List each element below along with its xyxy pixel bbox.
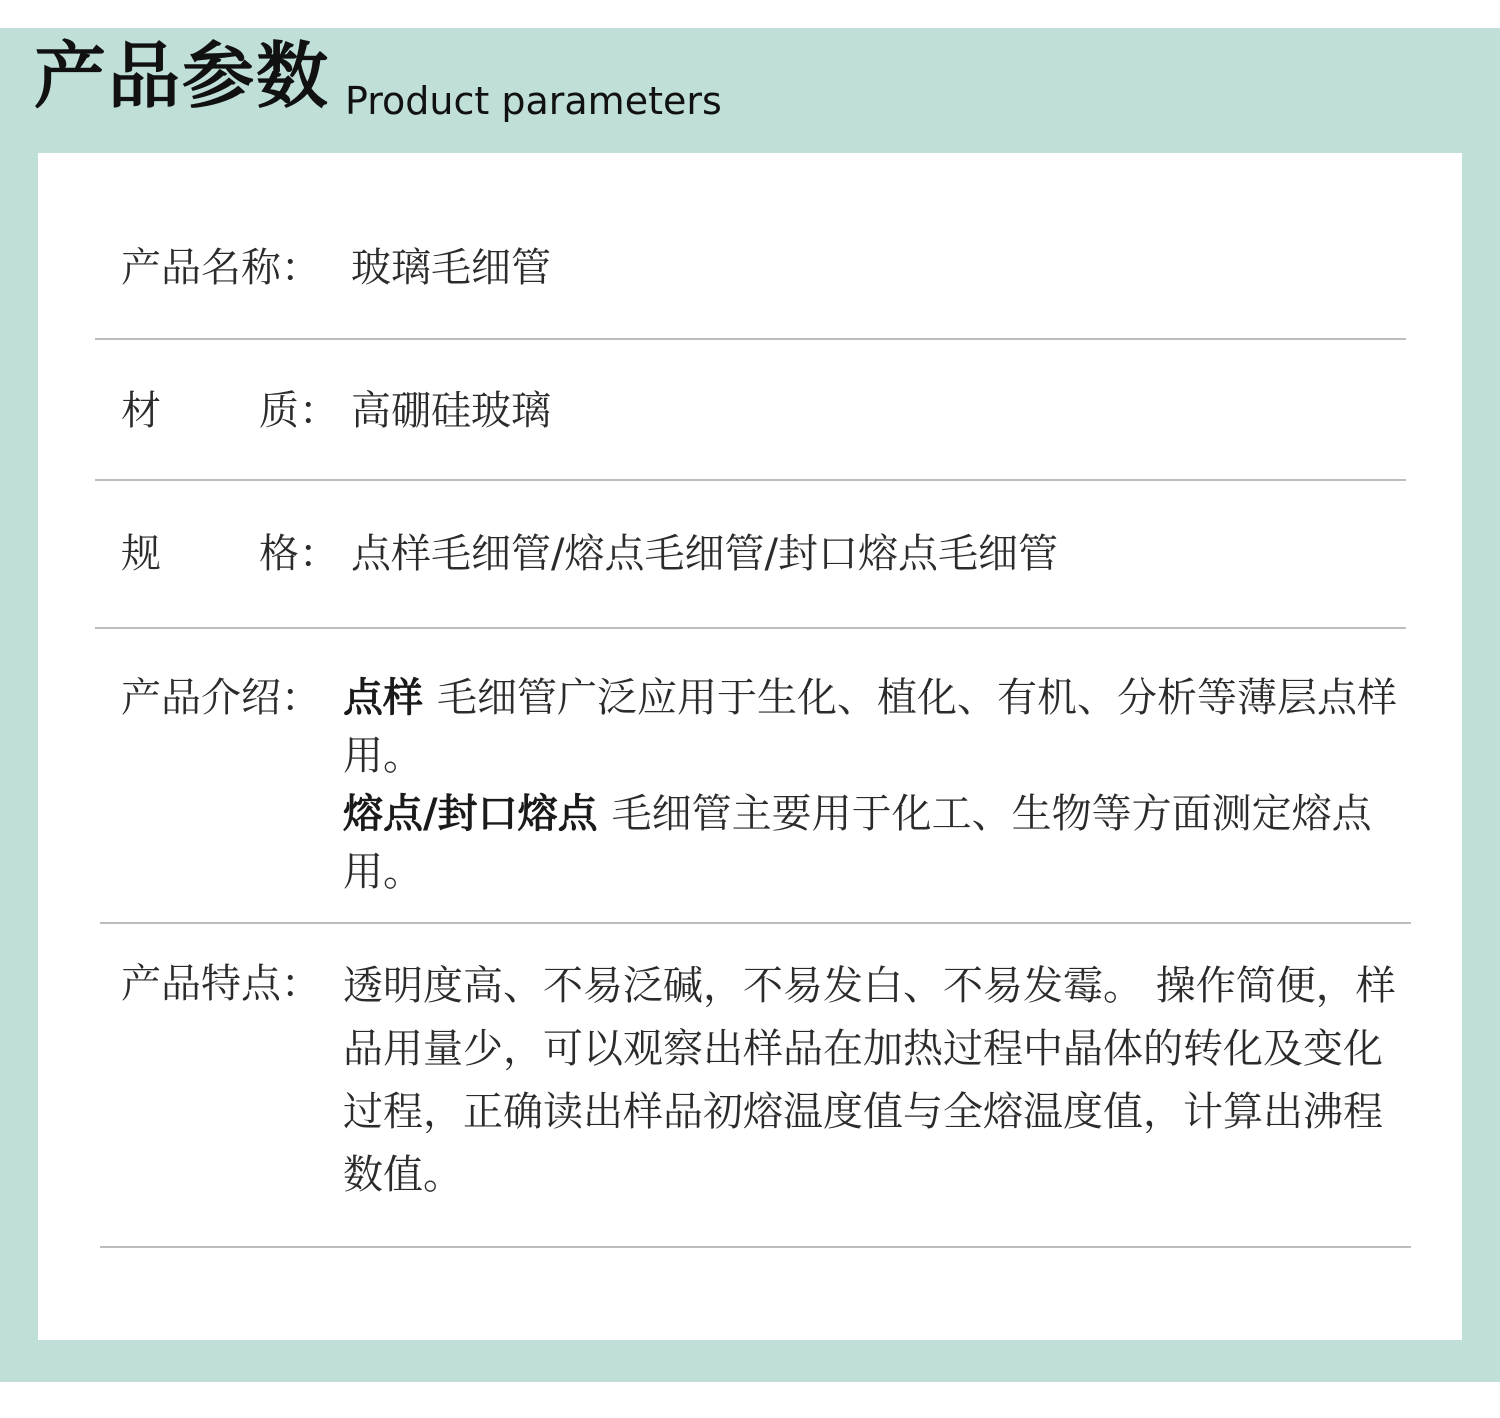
intro-keyword-2: 熔点/封口熔点: [343, 791, 598, 837]
material-label-char-2: 质：: [259, 388, 339, 434]
parameter-card: [38, 153, 1462, 1340]
material-label-char-1: 材: [121, 388, 161, 434]
intro-value: [343, 669, 1403, 901]
features-label: 产品特点：: [121, 961, 321, 1007]
divider: [95, 479, 1406, 481]
intro-label: 产品介绍：: [121, 675, 321, 721]
intro-text-1: 毛细管广泛应用于生化、植化、有机、分析等薄层点样用。: [343, 675, 1397, 779]
product-name-label: 产品名称：: [121, 245, 321, 291]
intro-keyword-1: 点样: [343, 675, 423, 721]
intro-paragraph-1: [343, 669, 1403, 785]
page-title: 产品参数: [34, 34, 331, 118]
features-value: 透明度高、不易泛碱，不易发白、不易发霉。 操作简便，样品用量少，可以观察出样品在加热过程中晶体的转化及变化过程，正确读出样品初熔温度值与全熔温度值，计算出沸程数值。: [343, 963, 1396, 1198]
divider: [100, 1246, 1411, 1248]
divider: [95, 338, 1406, 340]
spec-label-char-2: 格：: [259, 531, 339, 577]
product-name-value: 玻璃毛细管: [351, 245, 551, 291]
intro-paragraph-2: [343, 785, 1403, 901]
material-value: 高硼硅玻璃: [351, 388, 551, 434]
divider: [95, 627, 1406, 629]
intro-text-2: 毛细管主要用于化工、生物等方面测定熔点用。: [343, 791, 1372, 895]
page-subtitle: Product parameters: [345, 79, 722, 123]
spec-value: 点样毛细管/熔点毛细管/封口熔点毛细管: [351, 531, 1058, 577]
spec-label-char-1: 规: [121, 531, 161, 577]
divider: [100, 922, 1411, 924]
